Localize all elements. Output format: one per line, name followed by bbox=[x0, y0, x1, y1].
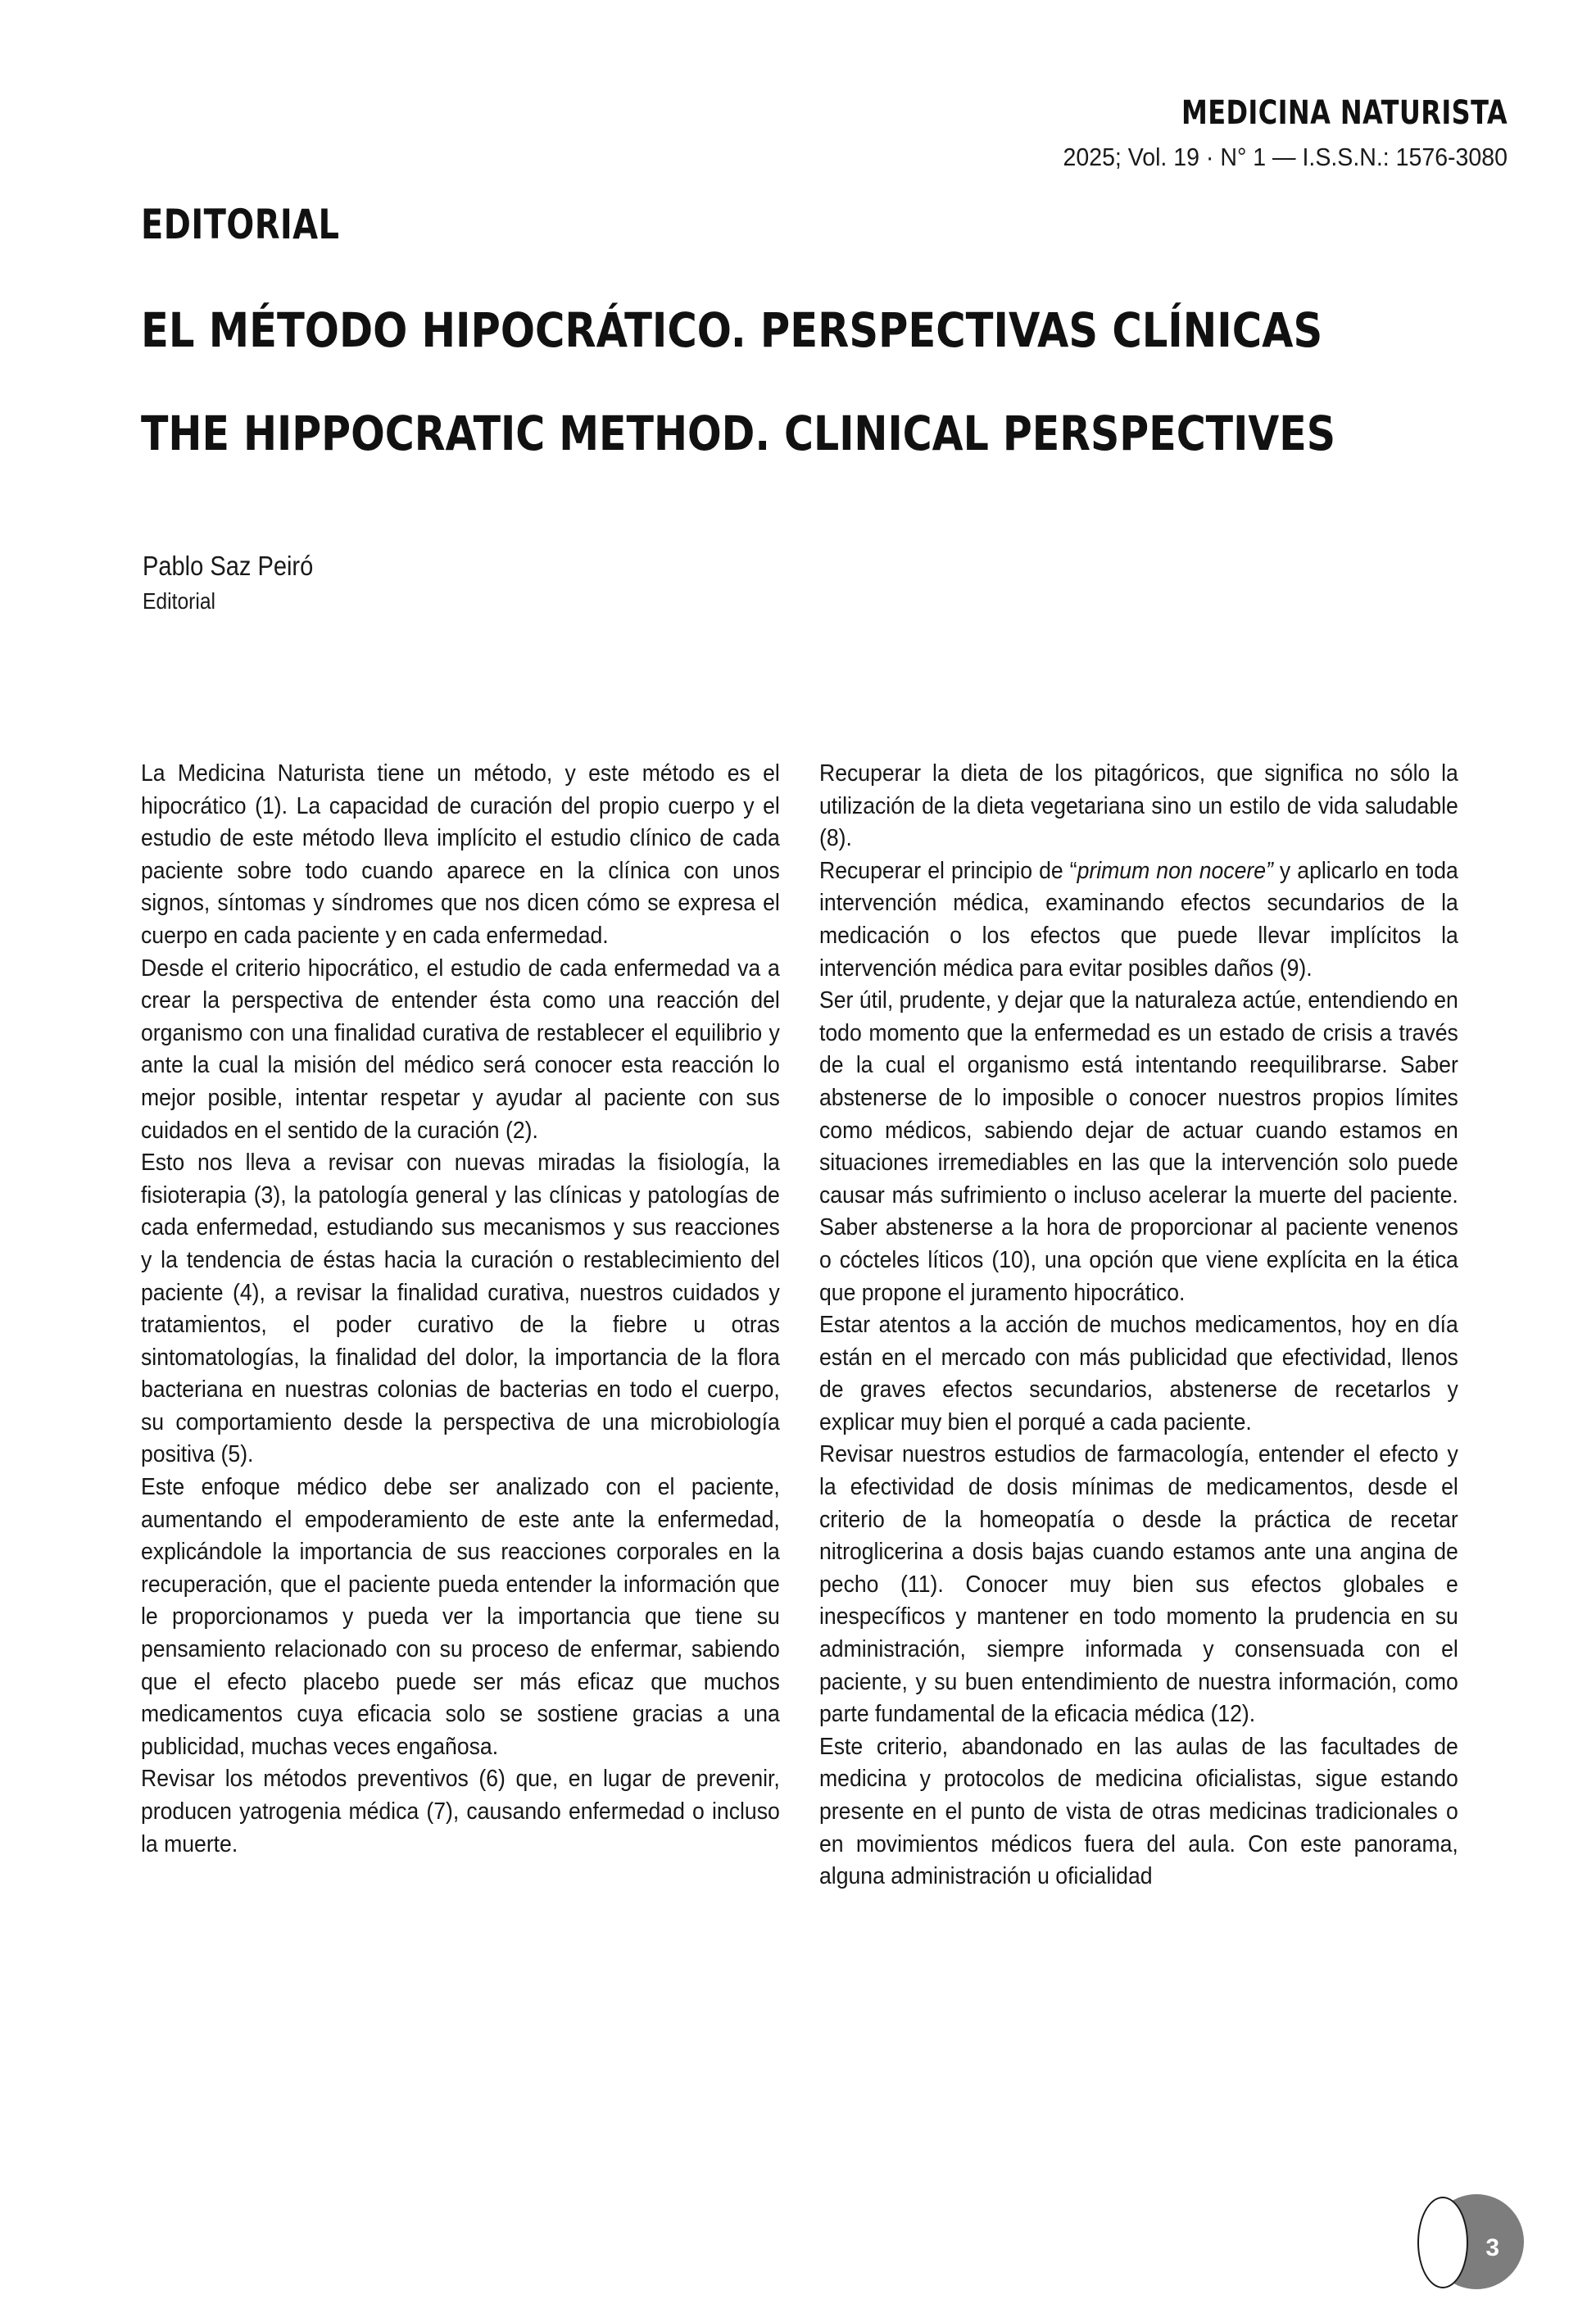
badge-ellipse-shape bbox=[1417, 2197, 1468, 2288]
journal-issue-line: 2025; Vol. 19 · N° 1 — I.S.S.N.: 1576-3080 bbox=[1063, 143, 1508, 171]
section-kicker: EDITORIAL bbox=[141, 201, 340, 248]
author-name: Pablo Saz Peiró bbox=[143, 551, 314, 581]
body-paragraph: Este criterio, abandonado en las aulas de las facultades de medicina y protocolos de medicina oficialistas, sigue estando presente en el punto de vista de otras medicinas tradicionales o en movimientos médicos fuera del aula. Con este panorama, alguna administración u oficialidad bbox=[819, 1733, 1458, 1890]
body-paragraph: Ser útil, prudente, y dejar que la naturaleza actúe, entendiendo en todo momento que la enfermedad es un estado de crisis a través de la cual el organismo está intentando reequilibrarse. Saber abstenerse de lo imposible o conocer nuestros propios límites como médicos, sabiendo dejar de actuar cuando estamos en situaciones irremediables en las que la intervención solo puede causar más sufrimiento o incluso acelerar la muerte del paciente. Saber abstenerse a la hora de proporcionar al paciente venenos o cócteles líticos (10), una opción que viene explícita en la ética que propone el juramento hipocrático. bbox=[819, 987, 1458, 1306]
page-header bbox=[606, 94, 1508, 171]
body-paragraph: La Medicina Naturista tiene un método, y este método es el hipocrático (1). La capacidad de curación del propio cuerpo y el estudio de este método lleva implícito el estudio clínico de cada paciente sobre todo cuando aparece en la clínica con unos signos, síntomas y síndromes que nos dicen cómo se expresa el cuerpo en cada paciente y en cada enfermedad. bbox=[141, 760, 780, 949]
journal-title: MEDICINA NATURISTA bbox=[1181, 94, 1508, 132]
article-titles bbox=[141, 201, 1517, 462]
body-column-left bbox=[141, 758, 780, 1893]
latin-phrase: primum non nocere” bbox=[1077, 857, 1273, 884]
body-paragraph: Esto nos lleva a revisar con nuevas miradas la fisiología, la fisioterapia (3), la patología general y las clínicas y patologías de cada enfermedad, estudiando sus mecanismos y sus reacciones y la tendencia de éstas hacia la curación o restablecimiento del paciente (4), a revisar la finalidad curativa, nuestros cuidados y tratamientos, el poder curativo de la fiebre u otras sintomatologías, la finalidad del dolor, la importancia de la flora bacteriana en nuestras colonias de bacterias en todo el cuerpo, su comportamiento desde la perspectiva de una microbiología positiva (5). bbox=[141, 1150, 780, 1468]
body-paragraph: Recuperar el principio de “primum non nocere” y aplicarlo en toda intervención médica, examinando efectos secundarios de la medicación o los efectos que puede llevar implícitos la intervención médica para evitar posibles daños (9). bbox=[819, 857, 1458, 982]
page-number-badge bbox=[1416, 2194, 1524, 2302]
body-paragraph: Estar atentos a la acción de muchos medicamentos, hoy en día están en el mercado con más publicidad que efectividad, llenos de graves efectos secundarios, abstenerse de recetarlos y explicar muy bien el porqué a cada paciente. bbox=[819, 1312, 1458, 1435]
body-paragraph: Desde el criterio hipocrático, el estudio de cada enfermedad va a crear la perspectiva de entender ésta como una reacción del organismo con una finalidad curativa de restablecer el equilibrio y ante la cual la misión del médico será conocer esta reacción lo mejor posible, intentar respetar y ayudar al paciente con sus cuidados en el sentido de la curación (2). bbox=[141, 955, 780, 1144]
body-column-right bbox=[819, 758, 1458, 1893]
body-paragraph: Revisar los métodos preventivos (6) que, en lugar de prevenir, producen yatrogenia médica (7), causando enfermedad o incluso la muerte. bbox=[141, 1766, 780, 1857]
author-role: Editorial bbox=[143, 587, 216, 614]
article-body bbox=[141, 758, 1458, 1893]
body-paragraph: Revisar nuestros estudios de farmacología, entender el efecto y la efectividad de dosis mínimas de medicamentos, desde el criterio de la homeopatía o desde la práctica de recetar nitroglicerina a dosis bajas cuando estamos ante una angina de pecho (11). Conocer muy bien sus efectos globales e inespecíficos y mantener en todo momento la prudencia en su administración, siempre informada y consensuada con el paciente, y su buen entendimiento de nuestra información, como parte fundamental de la eficacia médica (12). bbox=[819, 1441, 1458, 1728]
article-byline bbox=[143, 551, 880, 615]
body-paragraph: Recuperar la dieta de los pitagóricos, que significa no sólo la utilización de la dieta vegetariana sino un estilo de vida saludable (8). bbox=[819, 760, 1458, 852]
article-title-english: THE HIPPOCRATIC METHOD. CLINICAL PERSPECTIVES bbox=[141, 406, 1336, 462]
page-number: 3 bbox=[1485, 2234, 1499, 2261]
article-title-spanish: EL MÉTODO HIPOCRÁTICO. PERSPECTIVAS CLÍNICAS bbox=[141, 302, 1323, 358]
body-paragraph: Este enfoque médico debe ser analizado con el paciente, aumentando el empoderamiento de este ante la enfermedad, explicándole la importancia de sus reacciones corporales en la recuperación, que el paciente pueda entender la información que le proporcionamos y pueda ver la importancia que tiene su pensamiento relacionado con su proceso de enfermar, sabiendo que el efecto placebo puede ser más eficaz que muchos medicamentos cuya eficacia solo se sostiene gracias a una publicidad, muchas veces engañosa. bbox=[141, 1474, 780, 1760]
